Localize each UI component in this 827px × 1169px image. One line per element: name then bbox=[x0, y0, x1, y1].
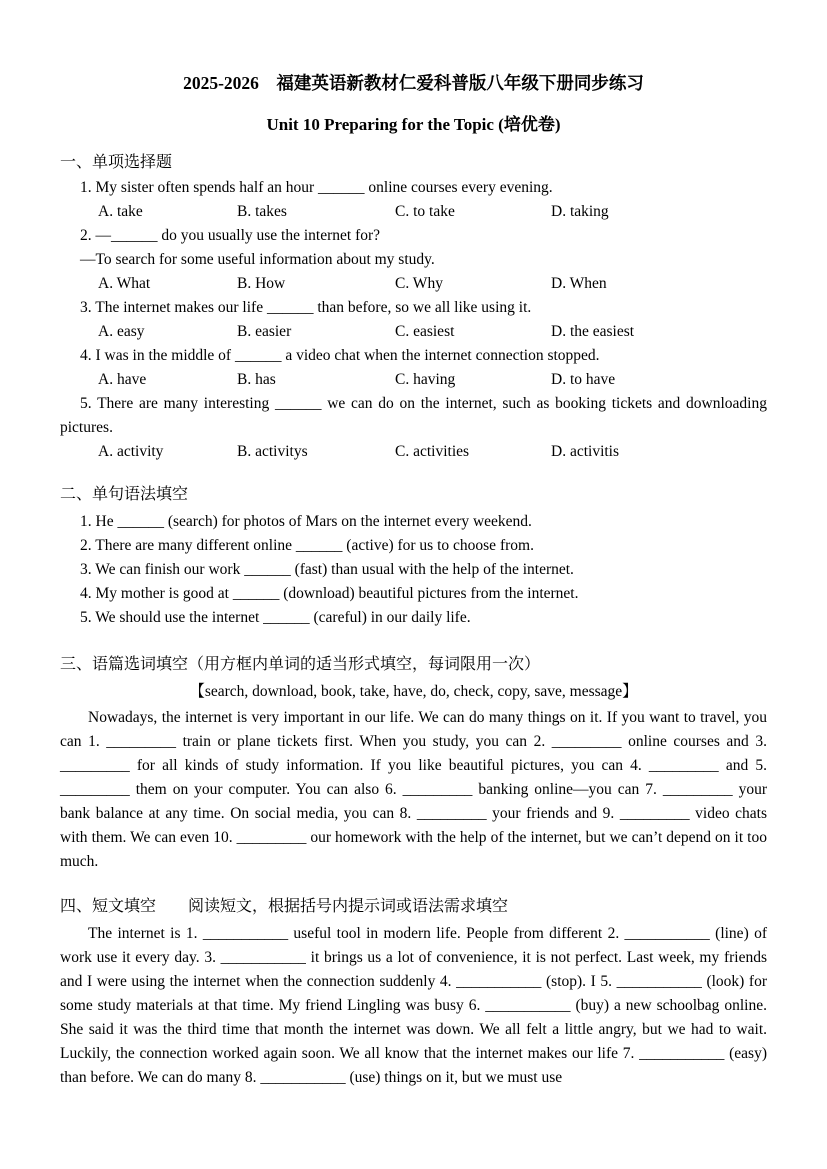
question-text: 1. My sister often spends half an hour ______ online courses every evening. bbox=[80, 179, 553, 196]
question-text: 4. I was in the middle of ______ a video chat when the internet connection stopped. bbox=[80, 347, 600, 364]
options-row bbox=[60, 368, 767, 392]
option-a: A. easy bbox=[98, 323, 145, 340]
option-b: B. easier bbox=[237, 323, 292, 340]
mc-question-5 bbox=[60, 392, 767, 464]
option-d: D. the easiest bbox=[551, 323, 635, 340]
option-d: D. activitis bbox=[551, 443, 620, 460]
section-three-passage: Nowadays, the internet is very important in our life. We can do many things on it. If you want to travel, you can 1. _________ train or plane tickets first. When you study, you can 2. _________ online courses and 3. _________ for all kinds of study information. If you like beautiful pictures, you can 4. _________ and 5. _________ them on your computer. You can also 6. _________ banking online—you can 7. _________ your bank balance at any time. On social media, you can 8. _________ your friends and 9. _________ video chats with them. We can even 10. _________ our homework with the help of the internet, but we can’t depend on it too much. bbox=[60, 709, 767, 870]
options-row bbox=[60, 440, 767, 464]
question-text: 2. —______ do you usually use the internet for? bbox=[80, 227, 381, 244]
option-c: C. easiest bbox=[395, 323, 455, 340]
word-bank: 【search, download, book, take, have, do, check, copy, save, message】 bbox=[189, 683, 638, 700]
option-b: B. activitys bbox=[237, 443, 308, 460]
option-a: A. have bbox=[98, 371, 147, 388]
page-subtitle: Unit 10 Preparing for the Topic (培优卷) bbox=[266, 115, 561, 134]
section-three-heading: 三、语篇选词填空（用方框内单词的适当形式填空，每词限用一次） bbox=[60, 656, 541, 673]
section-two-items bbox=[60, 510, 767, 630]
option-b: B. has bbox=[237, 371, 276, 388]
option-a: A. activity bbox=[98, 443, 164, 460]
option-b: B. How bbox=[237, 275, 286, 292]
grammar-item-1: 1. He ______ (search) for photos of Mars on the internet every weekend. bbox=[80, 513, 532, 530]
grammar-item-2: 2. There are many different online ______ (active) for us to choose from. bbox=[80, 537, 534, 554]
grammar-item-3: 3. We can finish our work ______ (fast) than usual with the help of the internet. bbox=[80, 561, 574, 578]
option-c: C. Why bbox=[395, 275, 443, 292]
option-a: A. take bbox=[98, 203, 143, 220]
mc-question-2 bbox=[60, 224, 767, 296]
grammar-item-4: 4. My mother is good at ______ (download) beautiful pictures from the internet. bbox=[80, 585, 579, 602]
question-text: 5. There are many interesting ______ we can do on the internet, such as booking tickets and downloading pictures. bbox=[60, 395, 767, 436]
mc-question-3 bbox=[60, 296, 767, 344]
option-c: C. having bbox=[395, 371, 456, 388]
grammar-item-5: 5. We should use the internet ______ (careful) in our daily life. bbox=[80, 609, 471, 626]
option-c: C. activities bbox=[395, 443, 470, 460]
option-a: A. What bbox=[98, 275, 151, 292]
option-d: D. When bbox=[551, 275, 607, 292]
section-two-heading: 二、单句语法填空 bbox=[60, 486, 189, 503]
options-row bbox=[60, 200, 767, 224]
section-one-heading: 一、单项选择题 bbox=[60, 154, 173, 171]
option-d: D. taking bbox=[551, 203, 609, 220]
section-four-heading: 四、短文填空 阅读短文，根据括号内提示词或语法需求填空 bbox=[60, 898, 509, 915]
question-text-reply: —To search for some useful information about my study. bbox=[80, 251, 435, 268]
options-row bbox=[60, 272, 767, 296]
option-d: D. to have bbox=[551, 371, 616, 388]
mc-question-4 bbox=[60, 344, 767, 392]
options-row bbox=[60, 320, 767, 344]
page-title: 2025-2026 福建英语新教材仁爱科普版八年级下册同步练习 bbox=[183, 73, 644, 93]
question-text: 3. The internet makes our life ______ than before, so we all like using it. bbox=[80, 299, 532, 316]
option-b: B. takes bbox=[237, 203, 287, 220]
section-four-passage: The internet is 1. ___________ useful tool in modern life. People from different 2. ___________ (line) of work use it every day. 3. ___________ it brings us a lot of convenience, it is not perfect. Last week, my friends and I were using the internet when the connection suddenly 4. ___________ (stop). I 5. ___________ (look) for some study materials at that time. My friend Lingling was busy 6. ___________ (buy) a new schoolbag online. She said it was the third time that month the internet was down. We all felt a little angry, but we had to wait. Luckily, the connection worked again soon. We all know that the internet makes our life 7. ___________ (easy) than before. We can do many 8. ___________ (use) things on it, but we must use bbox=[60, 925, 767, 1086]
mc-question-1 bbox=[60, 176, 767, 224]
option-c: C. to take bbox=[395, 203, 455, 220]
